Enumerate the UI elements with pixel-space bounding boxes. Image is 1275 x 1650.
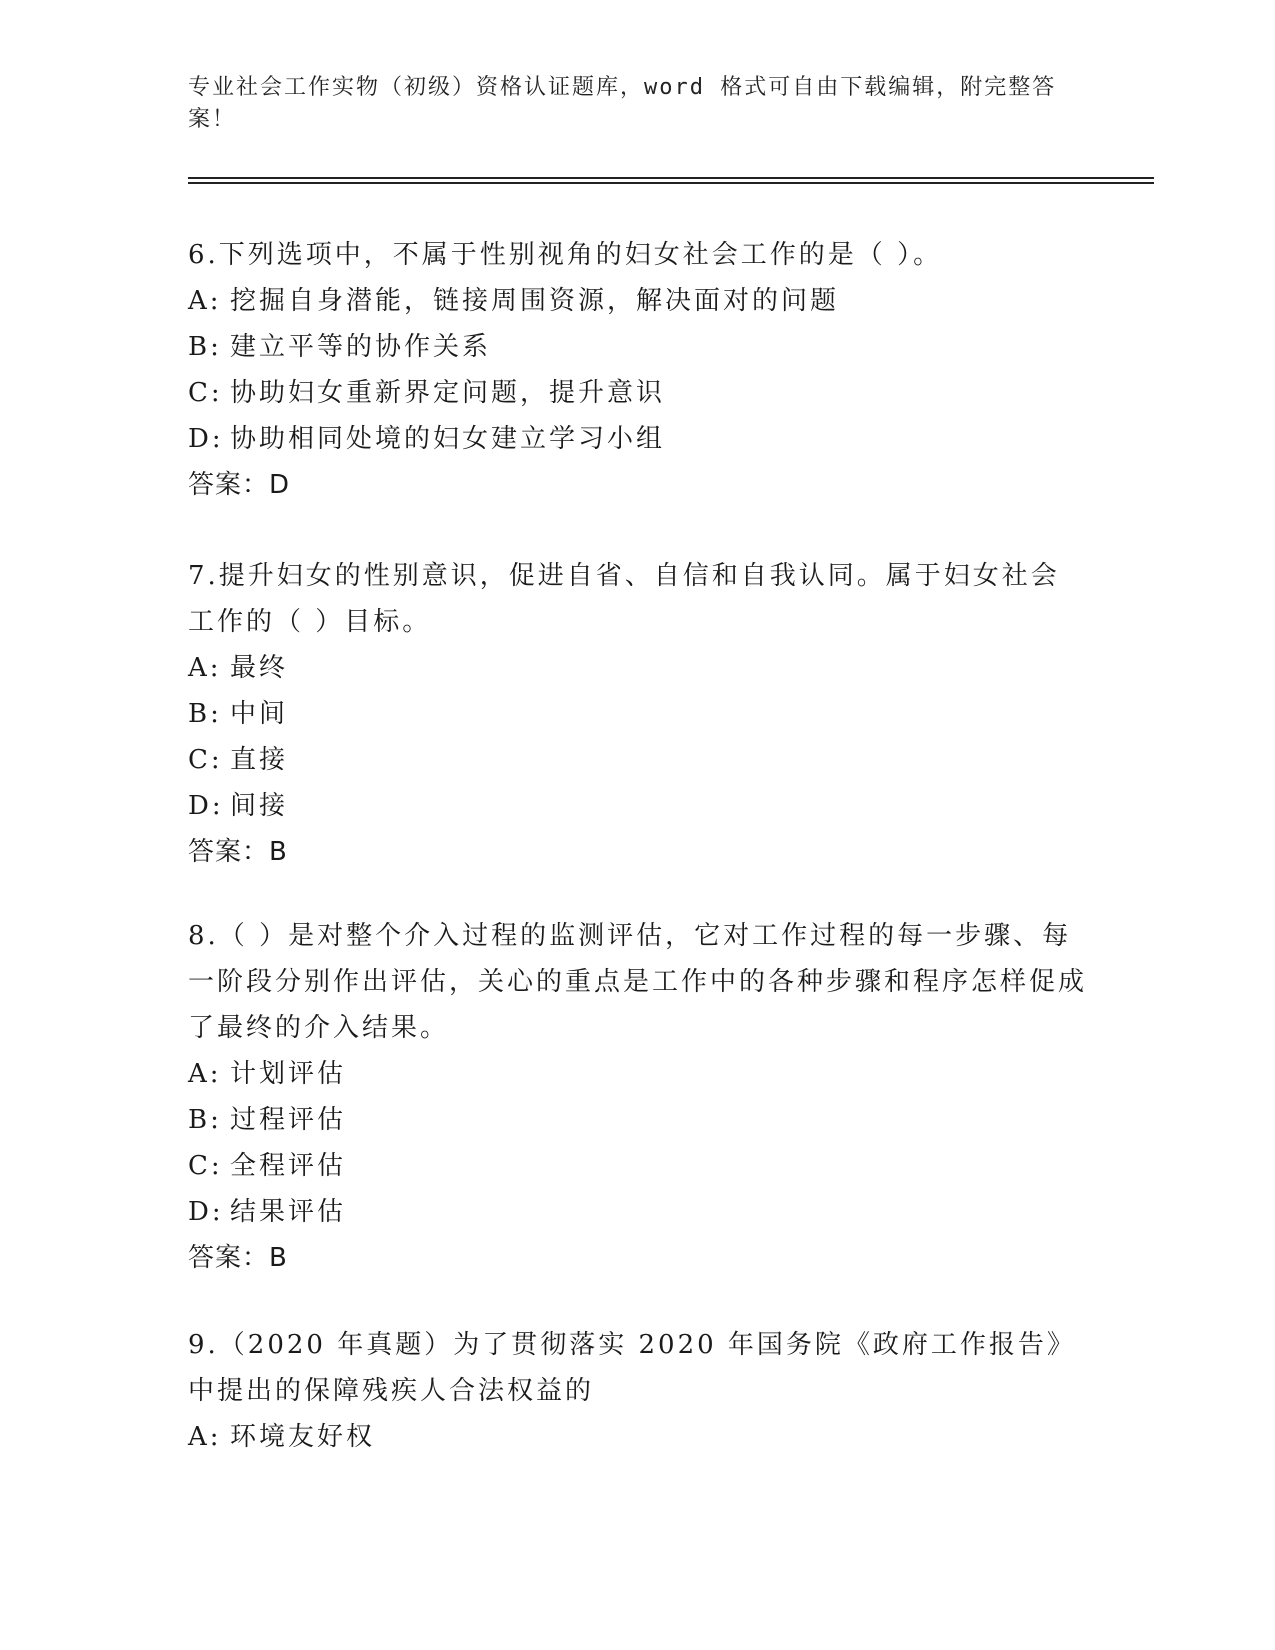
option-text: 间接	[230, 791, 289, 821]
option-text: 协助妇女重新界定问题，提升意识	[230, 378, 666, 408]
option-key: C:	[188, 1151, 223, 1181]
question-7	[188, 553, 1088, 875]
option-text: 协助相同处境的妇女建立学习小组	[230, 424, 666, 454]
option-text: 结果评估	[230, 1197, 347, 1227]
option-d	[188, 783, 1088, 829]
answer-line: 答案：D	[188, 470, 291, 500]
question-6	[188, 232, 1088, 508]
option-key: D:	[188, 1197, 224, 1227]
option-text: 最终	[230, 653, 289, 683]
question-stem: 6.下列选项中，不属于性别视角的妇女社会工作的是（ ）。	[188, 240, 943, 270]
option-c	[188, 737, 1088, 783]
option-d	[188, 1189, 1088, 1235]
header-divider-top	[188, 177, 1154, 179]
option-c	[188, 370, 1088, 416]
header-divider-bottom	[188, 182, 1154, 184]
option-key: B:	[188, 1105, 222, 1135]
option-key: A:	[188, 286, 222, 316]
answer-line: 答案：B	[188, 1243, 288, 1273]
question-stem: 7.提升妇女的性别意识，促进自省、自信和自我认同。属于妇女社会工作的（ ）目标。	[188, 561, 1060, 637]
option-key: A:	[188, 1422, 222, 1452]
option-a	[188, 278, 1088, 324]
option-key: B:	[188, 699, 222, 729]
answer-line: 答案：B	[188, 837, 288, 867]
option-text: 全程评估	[230, 1151, 347, 1181]
option-text: 挖掘自身潜能，链接周围资源，解决面对的问题	[230, 286, 840, 316]
option-b	[188, 324, 1088, 370]
option-key: C:	[188, 745, 223, 775]
option-a	[188, 1414, 1088, 1460]
option-text: 中间	[230, 699, 289, 729]
document-header: 专业社会工作实物（初级）资格认证题库，word 格式可自由下载编辑，附完整答案！	[188, 75, 1057, 132]
option-text: 直接	[230, 745, 289, 775]
question-8	[188, 913, 1088, 1281]
option-key: D:	[188, 424, 224, 454]
option-b	[188, 691, 1088, 737]
option-text: 过程评估	[230, 1105, 347, 1135]
option-text: 建立平等的协作关系	[230, 332, 492, 362]
option-a	[188, 1051, 1088, 1097]
option-key: A:	[188, 653, 222, 683]
option-a	[188, 645, 1088, 691]
option-key: A:	[188, 1059, 222, 1089]
option-c	[188, 1143, 1088, 1189]
option-d	[188, 416, 1088, 462]
question-stem: 8.（ ）是对整个介入过程的监测评估，它对工作过程的每一步骤、每一阶段分别作出评估，关心的重点是工作中的各种步骤和程序怎样促成了最终的介入结果。	[188, 921, 1088, 1043]
option-key: D:	[188, 791, 224, 821]
question-9	[188, 1322, 1088, 1460]
option-text: 环境友好权	[230, 1422, 376, 1452]
question-stem: 9.（2020 年真题）为了贯彻落实 2020 年国务院《政府工作报告》中提出的保障残疾人合法权益的	[188, 1330, 1076, 1406]
option-text: 计划评估	[230, 1059, 347, 1089]
option-key: C:	[188, 378, 223, 408]
option-key: B:	[188, 332, 222, 362]
option-b	[188, 1097, 1088, 1143]
